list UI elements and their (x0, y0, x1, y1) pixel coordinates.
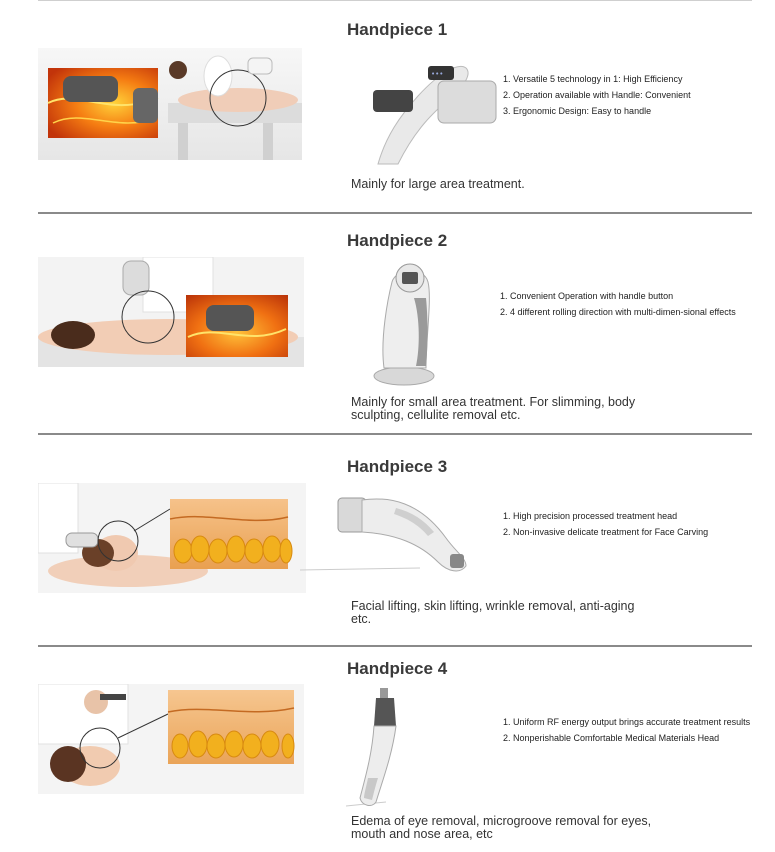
section-summary: Mainly for large area treatment. (351, 177, 525, 191)
feature-item: 2. 4 different rolling direction with multi-dimen-sional effects (500, 307, 736, 317)
section-title: Handpiece 3 (347, 457, 448, 476)
section-summary: Mainly for small area treatment. For slimming, body sculpting, cellulite removal etc. (351, 395, 636, 422)
section-divider (38, 433, 752, 435)
section-divider (38, 645, 752, 647)
section-summary: Edema of eye removal, microgroove removal for eyes, mouth and nose area, etc (351, 814, 652, 841)
feature-item: 1. High precision processed treatment head (503, 511, 678, 521)
feature-list (500, 288, 740, 320)
face-treatment-photo (38, 483, 306, 593)
section-title: Handpiece 1 (347, 20, 448, 39)
section-divider (38, 212, 752, 214)
feature-item: 2. Operation available with Handle: Convenient (503, 90, 691, 100)
feature-item: 2. Non-invasive delicate treatment for Face Carving (503, 527, 709, 537)
back-treatment-photo (38, 257, 304, 367)
feature-item: 1. Versatile 5 technology in 1: High Efficiency (503, 74, 683, 84)
body-treatment-photo (38, 48, 302, 160)
handpiece-3-device-image (300, 488, 470, 574)
handpiece-4-device-image (346, 686, 426, 810)
section-summary: Facial lifting, skin lifting, wrinkle removal, anti-aging etc. (351, 599, 635, 626)
handpiece-1-device-image (368, 56, 498, 168)
eye-treatment-photo (38, 684, 304, 794)
feature-item: 2. Nonperishable Comfortable Medical Materials Head (503, 733, 720, 743)
handpiece-2-device-image (370, 258, 438, 388)
section-title: Handpiece 4 (347, 659, 448, 678)
svg-text:•••: ••• (431, 70, 444, 78)
feature-list (503, 71, 691, 119)
feature-list (503, 508, 708, 540)
section-title: Handpiece 2 (347, 231, 448, 250)
feature-item: 1. Convenient Operation with handle button (500, 291, 674, 301)
feature-item: 1. Uniform RF energy output brings accurate treatment results (503, 717, 751, 727)
feature-list (503, 714, 753, 746)
top-border (38, 0, 752, 1)
feature-item: 3. Ergonomic Design: Easy to handle (503, 106, 652, 116)
